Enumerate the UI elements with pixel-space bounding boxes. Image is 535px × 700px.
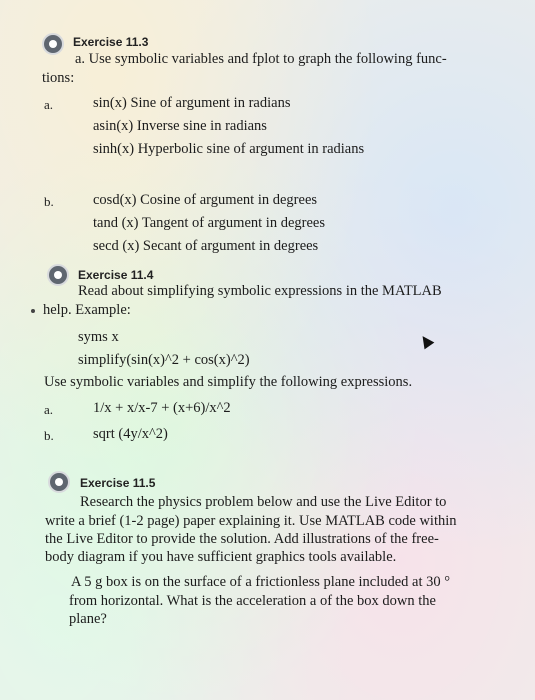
exercise-11-5-title: Exercise 11.5: [80, 476, 156, 490]
exercise-11-5-line-2: write a brief (1-2 page) paper explaining it. Use MATLAB code within: [45, 513, 457, 529]
expression-b: sqrt (4y/x^2): [93, 426, 168, 442]
group-a-line-2: asin(x) Inverse sine in radians: [93, 118, 267, 134]
exercise-11-5-line-1: Research the physics problem below and use the Live Editor to: [80, 494, 447, 510]
code-line-2: simplify(sin(x)^2 + cos(x)^2): [78, 352, 250, 368]
bullet-dot: [31, 309, 35, 313]
group-a-line-1: sin(x) Sine of argument in radians: [93, 95, 291, 111]
exercise-11-4-line2: help. Example:: [43, 302, 131, 318]
group-b-line-1: cosd(x) Cosine of argument in degrees: [93, 192, 318, 208]
problem-line-2: from horizontal. What is the acceleration a of the box down the: [69, 593, 436, 609]
exercise-11-3-intro-line1: a. Use symbolic variables and fplot to graph the following func-: [75, 51, 447, 67]
exercise-11-3-icon: [42, 33, 64, 55]
group-b-line-3: secd (x) Secant of argument in degrees: [93, 238, 319, 254]
code-line-1: syms x: [78, 329, 119, 345]
mouse-cursor-icon: [418, 333, 435, 350]
exercise-11-4-icon: [47, 264, 69, 286]
expression-a: 1/x + x/x-7 + (x+6)/x^2: [93, 400, 231, 416]
exercise-11-3-intro-line2: tions:: [42, 70, 75, 86]
group-b-line-2: tand (x) Tangent of argument in degrees: [93, 215, 325, 231]
expression-a-label: a.: [44, 402, 54, 417]
group-a-line-3: sinh(x) Hyperbolic sine of argument in radians: [93, 141, 365, 157]
group-b-label: b.: [44, 194, 54, 209]
exercise-11-4-title: Exercise 11.4: [78, 268, 154, 282]
problem-line-1: A 5 g box is on the surface of a frictionless plane included at 30 °: [71, 574, 451, 590]
expression-b-label: b.: [44, 428, 54, 443]
exercise-11-5-icon: [48, 471, 70, 493]
problem-line-3: plane?: [69, 611, 107, 627]
exercise-11-5-line-4: body diagram if you have sufficient graphics tools available.: [45, 549, 397, 565]
group-a-label: a.: [44, 97, 54, 112]
exercise-11-4-instruction: Use symbolic variables and simplify the following expressions.: [44, 374, 413, 390]
exercise-11-3-title: Exercise 11.3: [73, 35, 149, 49]
exercise-11-4-line1: Read about simplifying symbolic expressions in the MATLAB: [78, 283, 442, 299]
exercise-11-5-line-3: the Live Editor to provide the solution. Add illustrations of the free-: [45, 531, 439, 547]
